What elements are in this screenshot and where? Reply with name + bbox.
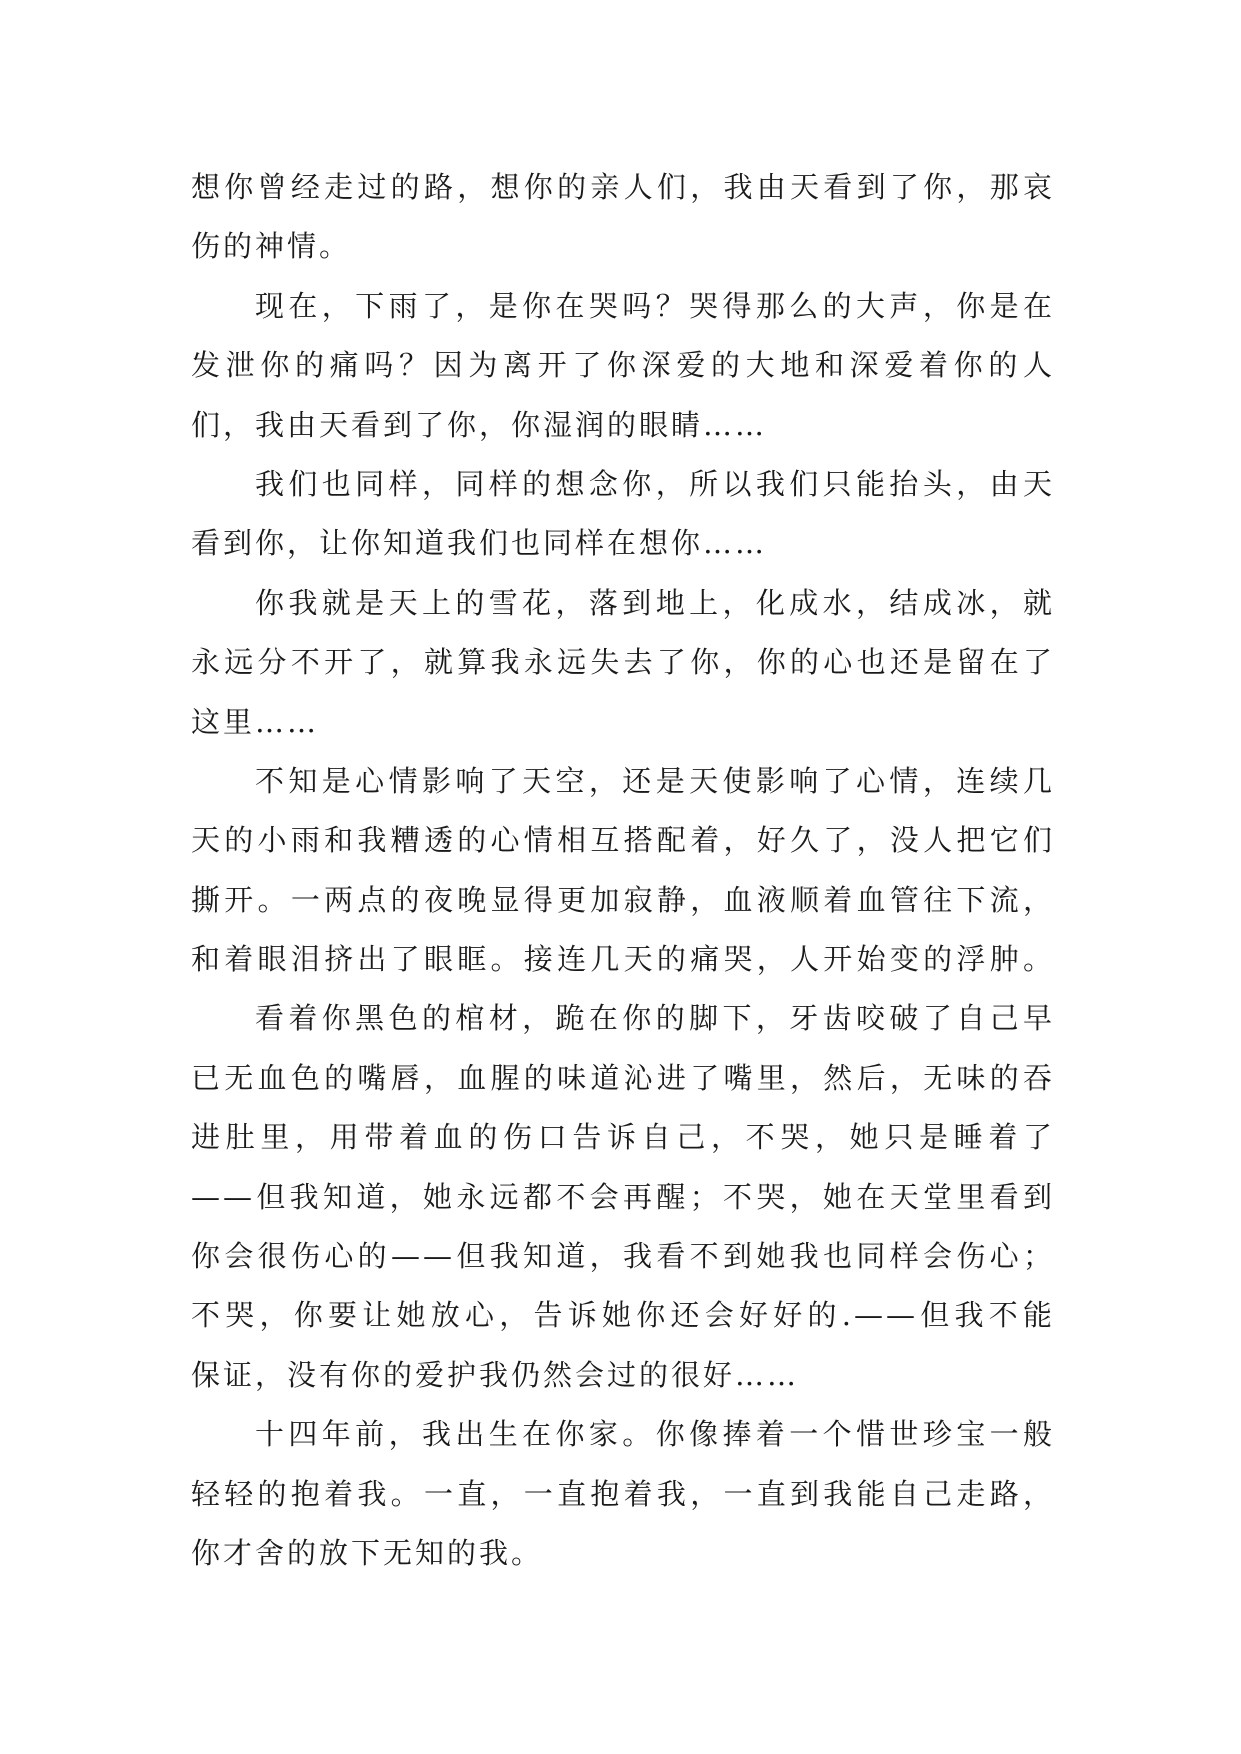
text-line: 不知是心情影响了天空，还是天使影响了心情，连续几: [255, 763, 1055, 798]
text-line: 们，我由天看到了你，你湿润的眼睛……: [191, 407, 768, 442]
body-text: [191, 158, 1055, 1583]
text-line: 十四年前，我出生在你家。你像捧着一个惜世珍宝一般: [255, 1417, 1055, 1452]
text-line: 我们也同样，同样的想念你，所以我们只能抬头，由天: [255, 466, 1055, 501]
text-line: 你我就是天上的雪花，落到地上，化成水，结成冰，就: [255, 585, 1055, 620]
text-line: ——但我知道，她永远都不会再醒；不哭，她在天堂里看到: [191, 1179, 1055, 1214]
text-line: 保证，没有你的爱护我仍然会过的很好……: [191, 1357, 800, 1392]
text-line: 轻轻的抱着我。一直，一直抱着我，一直到我能自己走路，: [191, 1476, 1055, 1511]
text-line: 看着你黑色的棺材，跪在你的脚下，牙齿咬破了自己早: [255, 1001, 1055, 1036]
text-line: 撕开。一两点的夜晚显得更加寂静，血液顺着血管往下流，: [191, 882, 1055, 917]
text-line: 看到你，让你知道我们也同样在想你……: [191, 526, 768, 561]
text-line: 天的小雨和我糟透的心情相互搭配着，好久了，没人把它们: [191, 823, 1055, 858]
text-line: 伤的神情。: [191, 229, 352, 264]
text-line: 这里……: [191, 704, 320, 739]
text-line: 你会很伤心的——但我知道，我看不到她我也同样会伤心；: [191, 1239, 1055, 1274]
text-line: 已无血色的嘴唇，血腥的味道沁进了嘴里，然后，无味的吞: [191, 1060, 1055, 1095]
text-line: 发泄你的痛吗？因为离开了你深爱的大地和深爱着你的人: [191, 348, 1055, 383]
text-line: 现在，下雨了，是你在哭吗？哭得那么的大声，你是在: [255, 288, 1055, 323]
text-line: 和着眼泪挤出了眼眶。接连几天的痛哭，人开始变的浮肿。: [191, 942, 1055, 977]
text-line: 进肚里，用带着血的伤口告诉自己，不哭，她只是睡着了: [191, 1120, 1055, 1155]
text-line: 不哭，你要让她放心，告诉她你还会好好的.——但我不能: [191, 1298, 1055, 1333]
text-line: 永远分不开了，就算我永远失去了你，你的心也还是留在了: [191, 645, 1055, 680]
text-line: 想你曾经走过的路，想你的亲人们，我由天看到了你，那哀: [191, 170, 1055, 204]
text-line: 你才舍的放下无知的我。: [191, 1535, 544, 1570]
